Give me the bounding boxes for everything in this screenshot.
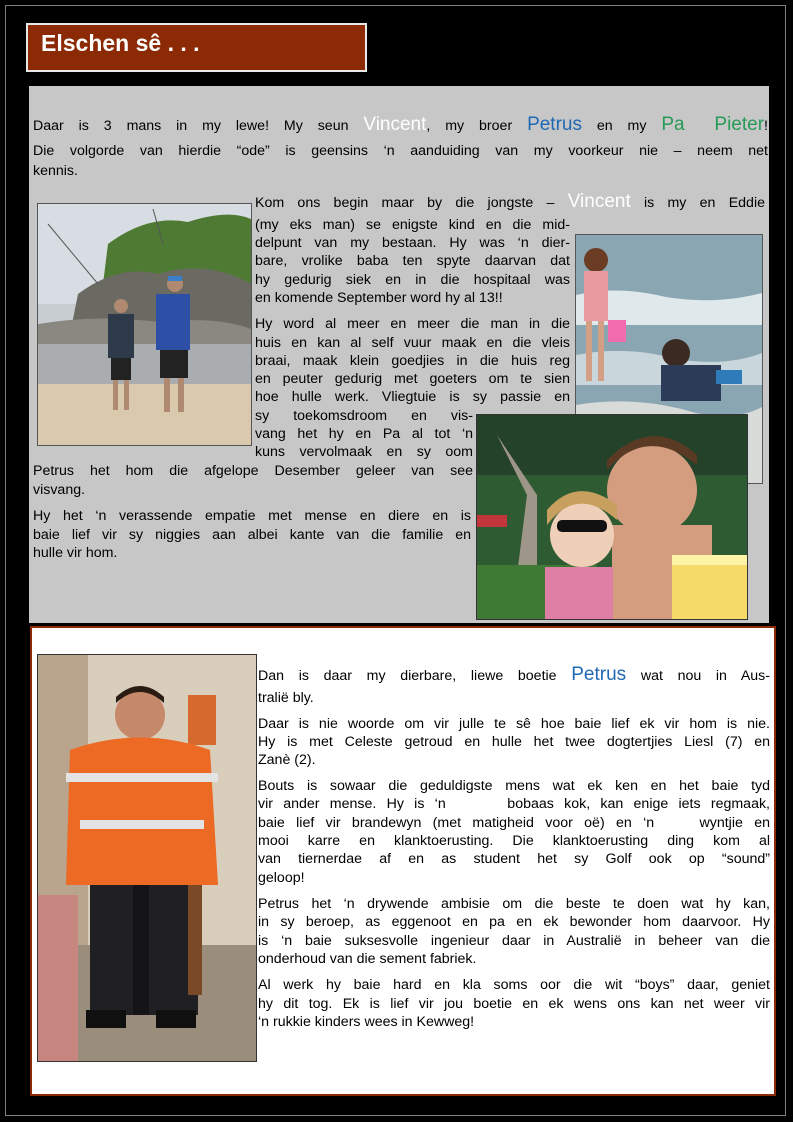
beach-fishing-photo <box>37 203 252 446</box>
petrus-p4-line-2: in sy beroep, as eggenoot en pa en ek bewonder hom daarvoor. Hy <box>258 914 770 930</box>
vincent-line-1 <box>255 193 765 212</box>
petrus-p3-line-4: mooi karre en klanktoerusting. Die klanktoerusting ding kom al <box>258 833 770 849</box>
man-line-9: Petrus het hom die afgelope Desember geleer van see <box>33 463 473 479</box>
intro-line-1 <box>33 116 768 135</box>
man-line-2: huis en kan al self vuur maak en die vleis <box>255 335 570 351</box>
petrus-portrait-photo <box>37 654 257 1062</box>
vincent-line-4: bare, vrolike baba ten spyte daarvan dat <box>255 253 570 269</box>
man-line-8: kuns vervolmaak en sy oom <box>255 444 473 460</box>
vincent-line-2: (my eks man) se enigste kind en die mid- <box>255 217 570 233</box>
man-line-4: en peuter gedurig met goeters om te sien <box>255 371 570 387</box>
petrus-p1-line-1 <box>258 666 770 685</box>
empathy-line-1: Hy het ‘n verassende empatie met mense en diere en is <box>33 508 471 524</box>
petrus-p2-line-3: Zanè (2). <box>258 752 316 768</box>
intro-line-2: Die volgorde van hierdie “ode” is geensins ‘n aanduiding van my voorkeur nie – neem net <box>33 143 768 159</box>
vincent-line-3: delpunt van my bestaan. Hy was ‘n dier- <box>255 235 570 251</box>
name-pa: Pa <box>661 114 685 135</box>
vincent-section <box>29 86 769 623</box>
name-vincent: Vincent <box>363 114 427 135</box>
vincent-text-a: Kom ons begin maar by die jongste – <box>255 195 568 211</box>
vincent-line-5: hy gedurig siek en in die hospitaal was <box>255 272 570 288</box>
petrus-p3-line-1: Bouts is sowaar die geduldigste mens wat ek ken en het baie tyd <box>258 778 770 794</box>
petrus-p2-line-1: Daar is nie woorde om vir julle te sê hoe baie lief ek vir hom is nie. <box>258 716 770 732</box>
petrus-intro-text-b: wat nou in Aus- <box>626 668 771 684</box>
intro-text-a: Daar is 3 mans in my lewe! My seun <box>33 118 364 134</box>
petrus-p4-line-3: is ‘n baie suksesvolle ingenieur daar in Australië in beheer van die <box>258 933 770 949</box>
petrus-p3-line-2: vir ander mense. Hy is ‘n bobaas kok, kan enige iets regmaak, <box>258 796 770 812</box>
name-vincent-2: Vincent <box>567 191 631 212</box>
petrus-p5-line-1: Al werk hy baie hard en kla soms oor die wit “boys” daar, geniet <box>258 977 770 993</box>
man-line-10: visvang. <box>33 482 86 498</box>
petrus-p3-line-3: baie lief vir brandewyn (met matigheid voor oë) en ‘n wyntjie en <box>258 815 770 831</box>
petrus-p3-line-5: van tiernerdae af en as student het sy Golf ook op “sound” <box>258 851 770 867</box>
intro-text-b: , my broer <box>426 118 528 134</box>
petrus-p5-line-3: ‘n rukkie kinders wees in Kewweg! <box>258 1014 475 1030</box>
vincent-line-6: en komende September word hy al 13!! <box>255 290 503 306</box>
petrus-p3-line-6: geloop! <box>258 870 305 886</box>
intro-text-d: ! <box>764 118 768 134</box>
man-line-5: hoe hulle werk. Vliegtuie is sy passie en <box>255 389 570 405</box>
petrus-p4-line-4: onderhoud van die sement fabriek. <box>258 951 477 967</box>
empathy-line-3: hulle vir hom. <box>33 545 118 561</box>
intro-line-3: kennis. <box>33 163 78 179</box>
empathy-line-2: baie lief vir sy niggies aan albei kante van die familie en <box>33 527 471 543</box>
boy-and-girl-photo <box>476 414 748 620</box>
petrus-p2-line-2: Hy is met Celeste getroud en hulle het twee dogtertjies Liesl (7) en <box>258 734 770 750</box>
name-petrus: Petrus <box>527 114 582 135</box>
petrus-section <box>30 626 776 1096</box>
name-pieter: Pieter <box>714 114 765 135</box>
petrus-p5-line-2: hy dit tog. Ek is lief vir jou boetie en ek wens ons kan net weer vir <box>258 996 770 1012</box>
petrus-p4-line-1: Petrus het ‘n drywende ambisie om die beste te doen wat hy kan, <box>258 896 770 912</box>
man-line-3: braai, maak klein goedjies in die huis reg <box>255 353 570 369</box>
man-line-1: Hy word al meer en meer die man in die <box>255 316 570 332</box>
man-line-7: vang het hy en Pa al tot ‘n <box>255 426 473 442</box>
petrus-intro-text-a: Dan is daar my dierbare, liewe boetie <box>258 668 572 684</box>
page-title: Elschen sê . . . <box>26 23 367 72</box>
intro-text-c: en my <box>581 118 662 134</box>
name-petrus-2: Petrus <box>571 664 627 685</box>
man-line-6: sy toekomsdroom en vis- <box>255 408 473 424</box>
vincent-text-b: is my en Eddie <box>630 195 765 211</box>
petrus-p1-line-2: tralië bly. <box>258 690 314 706</box>
